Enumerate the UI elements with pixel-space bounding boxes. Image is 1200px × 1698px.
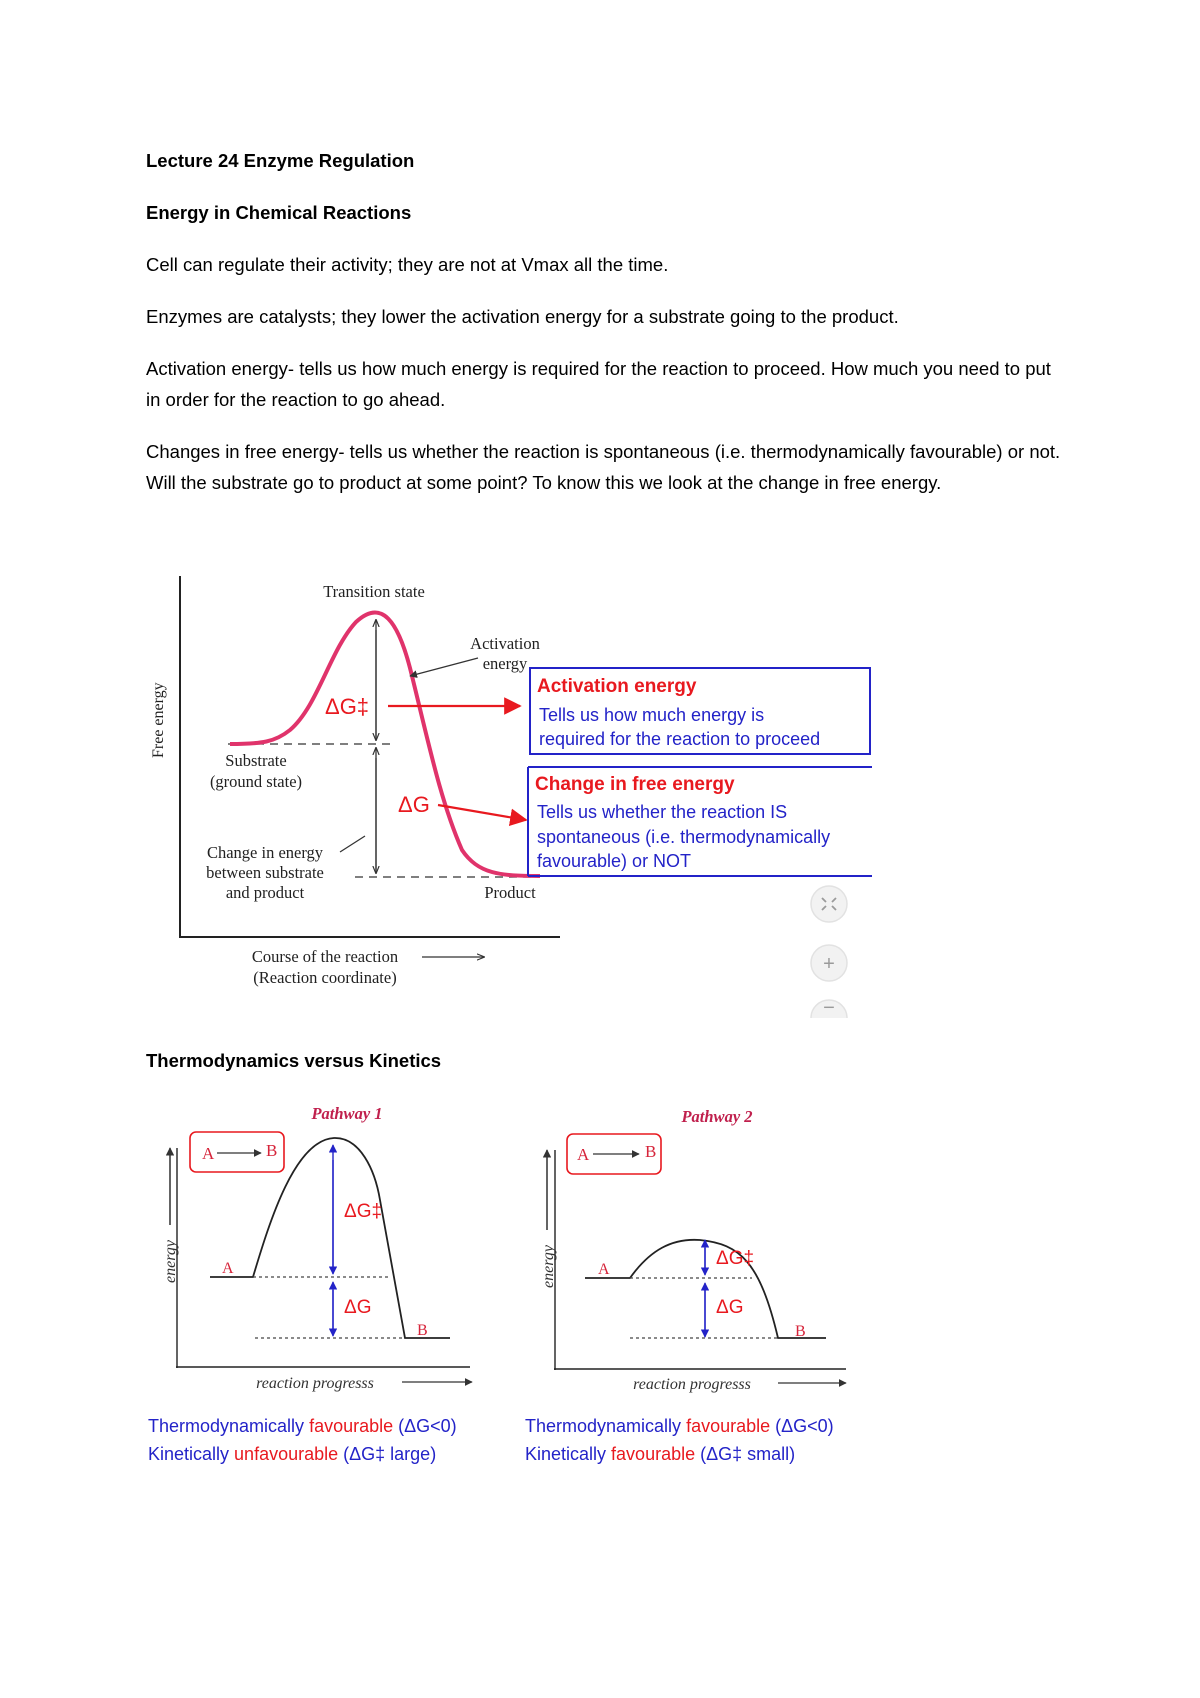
pathway1-caption1-b: favourable bbox=[309, 1416, 394, 1436]
activation-pointer-arrow bbox=[410, 658, 478, 676]
paragraph-activation-energy: Activation energy- tells us how much energy is required for the reaction to proceed. How much you need to put in order for the reaction to go ahead. bbox=[146, 358, 1051, 410]
pathway2-caption1-c: (ΔG<0) bbox=[770, 1416, 834, 1436]
pathway2-caption-line1 bbox=[525, 1416, 834, 1436]
pathway2-box-b: B bbox=[645, 1142, 657, 1161]
zoom-out-icon: − bbox=[823, 997, 835, 1019]
pathway1-caption2-a: Kinetically bbox=[148, 1444, 235, 1464]
pathway1-box-b: B bbox=[266, 1141, 278, 1160]
page-title: Lecture 24 Enzyme Regulation bbox=[146, 150, 415, 171]
pathway1-caption2-b: unfavourable bbox=[234, 1444, 339, 1464]
pathway2-delta-g-double-dagger: ΔG‡ bbox=[716, 1248, 755, 1269]
collapse-button[interactable] bbox=[811, 886, 847, 922]
pathway2-title: Pathway 2 bbox=[681, 1107, 753, 1126]
callout2-line1: Tells us whether the reaction IS bbox=[537, 802, 788, 822]
section-heading-thermo-kinetics: Thermodynamics versus Kinetics bbox=[146, 1050, 442, 1071]
pathway2-caption2-c: (ΔG‡ small) bbox=[695, 1444, 796, 1464]
callout2-line2: spontaneous (i.e. thermodynamically bbox=[537, 827, 831, 847]
zoom-out-button[interactable] bbox=[811, 997, 847, 1019]
pathway2-caption2-b: favourable bbox=[611, 1444, 696, 1464]
change-label-line3: and product bbox=[225, 883, 305, 902]
change-pointer-line bbox=[340, 836, 365, 852]
pathway2-y-label: energy bbox=[540, 1245, 557, 1288]
zoom-in-icon: + bbox=[823, 953, 835, 975]
activation-label-line1: Activation bbox=[470, 634, 540, 653]
pathway1-title: Pathway 1 bbox=[311, 1104, 383, 1123]
pathway1-label-b: B bbox=[417, 1322, 428, 1339]
product-label: Product bbox=[484, 883, 536, 902]
pathway2-caption1-a: Thermodynamically bbox=[525, 1416, 687, 1436]
callout1-title: Activation energy bbox=[537, 676, 697, 697]
pathway1-diagram bbox=[148, 1104, 472, 1464]
pathway2-delta-g: ΔG bbox=[716, 1297, 744, 1318]
pathway1-y-label: energy bbox=[162, 1240, 179, 1283]
pathway1-box-a: A bbox=[202, 1144, 215, 1163]
paragraph-free-energy: Changes in free energy- tells us whether the reaction is spontaneous (i.e. thermodynamically favourable) or not. Will the substrate go to product at some point? To know this we look at the change in free energy. bbox=[146, 441, 1061, 493]
activation-label-line2: energy bbox=[482, 654, 528, 673]
change-label-line2: between substrate bbox=[206, 863, 324, 882]
substrate-label-line1: Substrate bbox=[225, 751, 287, 770]
paragraph-regulation: Cell can regulate their activity; they are not at Vmax all the time. bbox=[146, 254, 669, 275]
callout1-line1: Tells us how much energy is bbox=[539, 705, 765, 725]
section-heading-energy: Energy in Chemical Reactions bbox=[146, 202, 412, 223]
substrate-label-line2: (ground state) bbox=[209, 772, 303, 791]
pathway1-caption2-c: (ΔG‡ large) bbox=[338, 1444, 437, 1464]
pathway2-caption1-b: favourable bbox=[686, 1416, 771, 1436]
zoom-in-button[interactable] bbox=[811, 945, 847, 981]
x-axis-label-line2: (Reaction coordinate) bbox=[253, 968, 397, 987]
fig1-y-axis-label: Free energy bbox=[150, 682, 167, 758]
callout2-line3: favourable) or NOT bbox=[537, 851, 692, 871]
pathway1-caption-line1 bbox=[148, 1416, 457, 1436]
pathway1-x-label: reaction progresss bbox=[256, 1375, 374, 1392]
pathway2-diagram bbox=[525, 1107, 846, 1464]
pathway2-box-a: A bbox=[577, 1145, 590, 1164]
callout1-line2: required for the reaction to proceed bbox=[539, 729, 821, 749]
pathway1-caption1-a: Thermodynamically bbox=[148, 1416, 310, 1436]
paragraph-catalysts: Enzymes are catalysts; they lower the activation energy for a substrate going to the product. bbox=[146, 306, 899, 327]
pathway2-label-a: A bbox=[598, 1261, 610, 1278]
pathway1-delta-g-double-dagger: ΔG‡ bbox=[344, 1201, 383, 1222]
transition-state-label: Transition state bbox=[323, 582, 425, 601]
pathway2-caption-line2 bbox=[525, 1444, 795, 1464]
fig1-delta-g-double-dagger: ΔG‡ bbox=[325, 694, 370, 719]
x-axis-label-line1: Course of the reaction bbox=[251, 947, 399, 966]
pathway1-label-a: A bbox=[222, 1260, 234, 1277]
change-label-line1: Change in energy bbox=[206, 843, 324, 862]
callout2-title: Change in free energy bbox=[535, 774, 735, 795]
pathway1-delta-g: ΔG bbox=[344, 1297, 372, 1318]
pathway1-caption-line2 bbox=[148, 1444, 436, 1464]
pathway1-caption1-c: (ΔG<0) bbox=[393, 1416, 457, 1436]
fig1-delta-g: ΔG bbox=[398, 792, 430, 817]
pathway2-label-b: B bbox=[795, 1323, 806, 1340]
pathway2-x-label: reaction progresss bbox=[633, 1376, 751, 1393]
pathway2-caption2-a: Kinetically bbox=[525, 1444, 612, 1464]
